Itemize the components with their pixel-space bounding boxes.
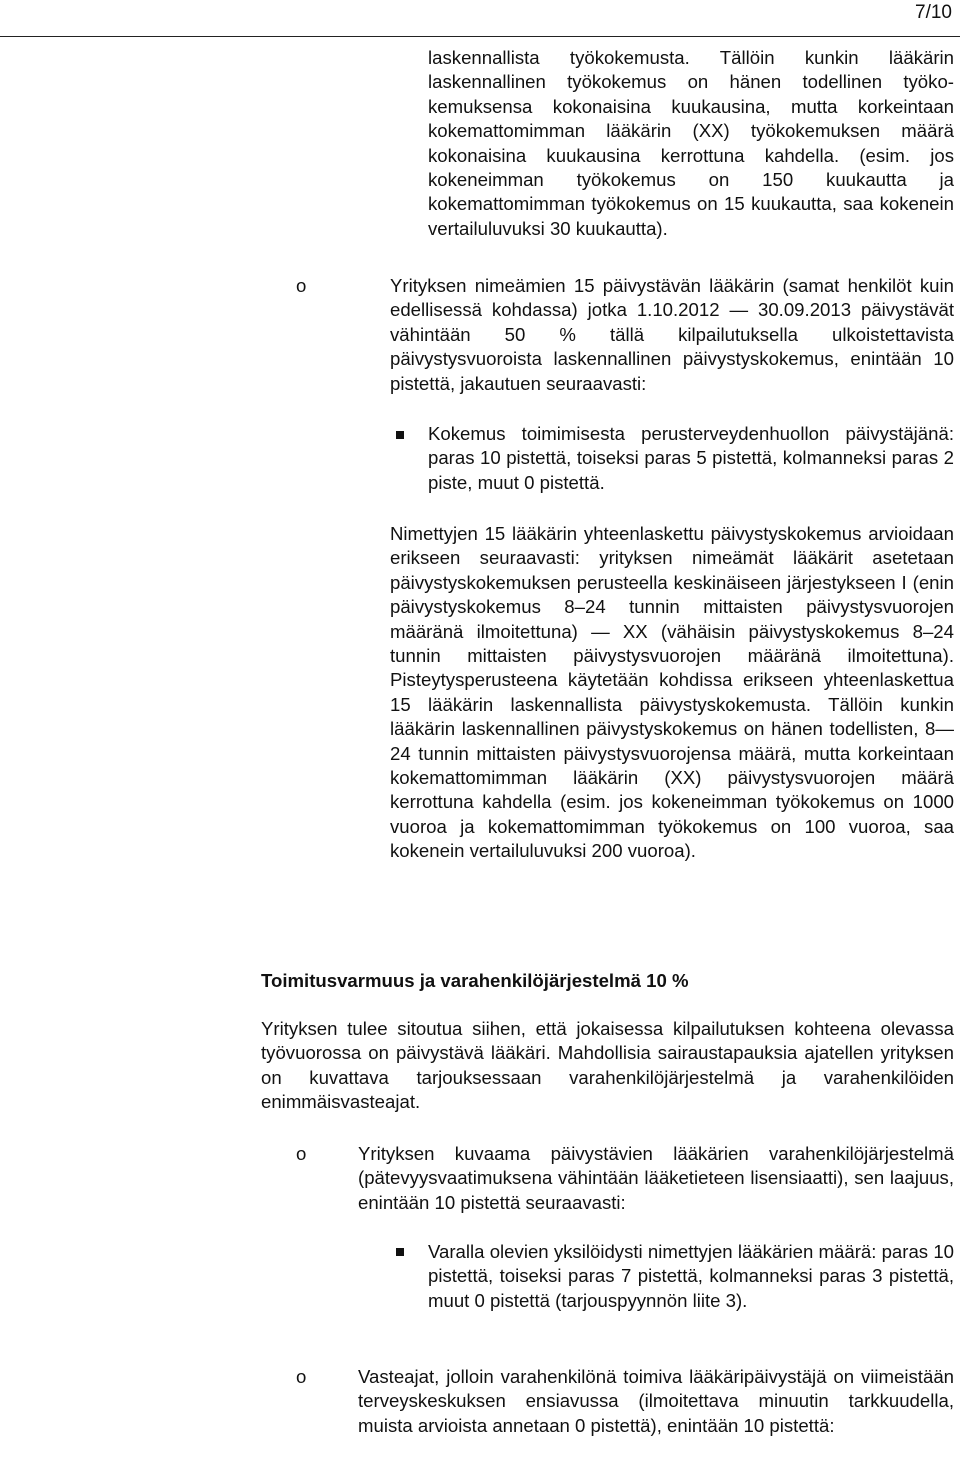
sub-bullet-experience: Kokemus toimimisesta perusterveydenhuollon päivystäjänä: paras 10 pistettä, toiseksi paras 5 pistettä, kolmanneksi paras 2 piste, muut 0 pistettä.: [428, 423, 954, 493]
section-paragraph: Yrityksen tulee sitoutua siihen, että jokaisessa kilpailutuksen kohteena olevassa työvuorossa on päivystävä lääkäri. Mahdollisia sairaustapauksia ajatellen yrityksen on kuvattava tarjouksessaan varahenkilöjärjestelmä ja varahenkilöiden enimmäisvasteajat.: [261, 1018, 954, 1113]
sub-bullet-backup-doctors: Varalla olevien yksilöidysti nimettyjen lääkärien määrä: paras 10 pistettä, toiseksi paras 7 pistettä, kolmanneksi paras 3 pistettä, muut 0 pistettä (tarjouspyynnön liite 3).: [428, 1241, 954, 1311]
square-bullet-icon: [396, 1248, 404, 1256]
section-heading: Toimitusvarmuus ja varahenkilöjärjestelmä 10 %: [261, 970, 689, 991]
list-item-response-times: Vasteajat, jolloin varahenkilönä toimiva lääkäripäivystäjä on viimeistään terveyskeskuksen ensiavussa (ilmoitettava minuutin tarkkuudella, muista arvioista annetaan 0 pistettä), enintään 10 pistettä:: [358, 1366, 954, 1436]
list-marker-o: o: [296, 275, 307, 296]
list-marker-o: o: [296, 1366, 307, 1387]
page-number: 7/10: [915, 2, 952, 23]
intro-paragraph: laskennallista työkokemusta. Tällöin kunkin lääkärin laskennallinen työkokemus on hänen todellinen työkokemuksensa kokonaisina kuukausina, mutta korkeintaan kokemattomimman lääkärin (XX) työkokemuksen määrä kokonaisina kuukausina kerrottuna kahdella. (esim. jos kokeneimman työkokemus on 150 kuukautta ja kokemattomimman työkokemus on 15 kuukautta, saa kokenein vertailuluvuksi 30 kuukautta).: [428, 47, 954, 239]
experience-explanation: Nimettyjen 15 lääkärin yhteenlaskettu päivystyskokemus arvioidaan erikseen seuraavasti: yrityksen nimeämät lääkärit asetetaan päivystyskokemuksen perusteella keskinäiseen järjestykseen I (enin päivystyskokemus 8–24 tunnin mittaisten päivystysvuorojen määränä ilmoitettuna) — XX (vähäisin päivystyskokemus 8–24 tunnin mittaisten päivystysvuorojen määränä ilmoitettuna). Pisteytysperusteena käytetään kohdissa erikseen yhteenlaskettua 15 lääkärin laskennallista päivystyskokemusta. Tällöin kunkin lääkärin laskennallinen päivystyskokemus on hänen todellisten, 8— 24 tunnin mittaisten päivystysvuorojensa määrä, mutta korkeintaan kokemattomimman lääkärin (XX) päivystysvuorojen määrä kerrottuna kahdella (esim. jos kokeneimman työkokemus on 1000 vuoroa ja kokemattomimman työkokemus on 100 vuoroa, saa kokenein vertailuluvuksi 200 vuoroa).: [390, 523, 954, 862]
list-marker-o: o: [296, 1143, 307, 1164]
list-item-experience: Yrityksen nimeämien 15 päivystävän lääkärin (samat henkilöt kuin edellisessä kohdassa) jotka 1.10.2012 — 30.09.2013 päivystävät vähintään 50 % tällä kilpailutuksella ulkoistettavista päivystysvuoroista laskennallinen päivystyskokemus, enintään 10 pistettä, jakautuen seuraavasti:: [390, 275, 954, 394]
header-divider: [0, 36, 960, 37]
square-bullet-icon: [396, 431, 404, 439]
list-item-backup-system: Yrityksen kuvaama päivystävien lääkärien varahenkilöjärjestelmä (pätevyysvaatimuksena vähintään lääketieteen lisensiaatti), sen laajuus, enintään 10 pistettä seuraavasti:: [358, 1143, 954, 1213]
